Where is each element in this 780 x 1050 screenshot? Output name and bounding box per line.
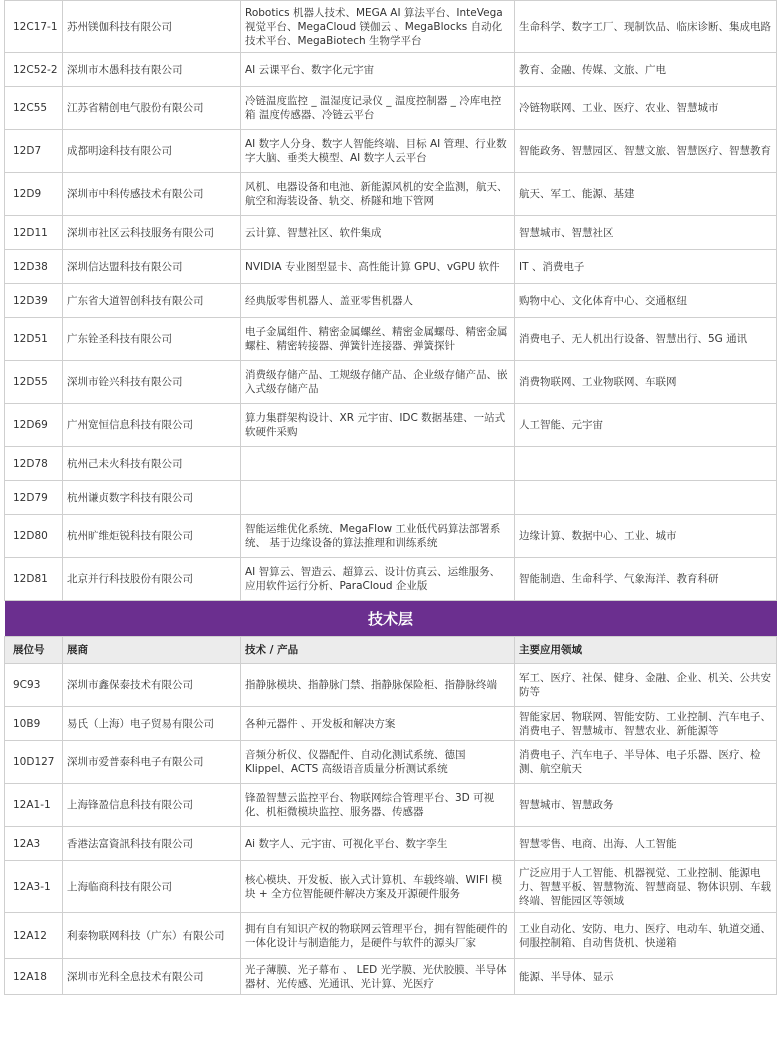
table-row	[5, 404, 777, 447]
table-row	[5, 861, 777, 913]
table-row	[5, 784, 777, 827]
company-cell: 苏州镁伽科技有限公司	[63, 1, 241, 53]
company-cell: 北京并行科技股份有限公司	[63, 558, 241, 601]
tech-cell: NVIDIA 专业图型显卡、高性能计算 GPU、vGPU 软件	[241, 250, 515, 284]
tech-cell: 音频分析仪、仪器配件、自动化测试系统、德国 Klippel、ACTS 高级语音质量分析测试系统	[241, 741, 515, 784]
table-row	[5, 913, 777, 959]
company-cell: 深圳市鑫保泰技术有限公司	[63, 664, 241, 707]
booth-cell: 12C17-1	[5, 1, 63, 53]
booth-cell: 12D79	[5, 481, 63, 515]
table-row	[5, 173, 777, 216]
tech-cell: 光子薄膜、光子幕布 、 LED 光学膜、光伏胶膜、半导体器材、光传感、光通讯、光计算、光医疗	[241, 959, 515, 995]
company-cell: 广东省大道智创科技有限公司	[63, 284, 241, 318]
table-row	[5, 558, 777, 601]
company-cell: 广东铨圣科技有限公司	[63, 318, 241, 361]
table-row	[5, 250, 777, 284]
booth-cell: 12C55	[5, 87, 63, 130]
table-row	[5, 959, 777, 995]
tech-cell: 指静脉模块、指静脉门禁、指静脉保险柜、指静脉终端	[241, 664, 515, 707]
exhibitor-table-top	[5, 1, 777, 601]
fields-cell: 能源、半导体、显示	[515, 959, 777, 995]
section-block	[5, 601, 777, 664]
tech-cell: 云计算、智慧社区、软件集成	[241, 216, 515, 250]
company-cell: 深圳信达盟科技有限公司	[63, 250, 241, 284]
table-row	[5, 361, 777, 404]
tech-cell: AI 云课平台、数字化元宇宙	[241, 53, 515, 87]
table-row	[5, 515, 777, 558]
header-booth: 展位号	[5, 637, 63, 664]
booth-cell: 10B9	[5, 707, 63, 741]
section-banner	[5, 601, 777, 637]
company-cell: 深圳市爱普泰科电子有限公司	[63, 741, 241, 784]
tech-cell: 算力集群架构设计、XR 元宇宙、IDC 数据基建、一站式软硬件采购	[241, 404, 515, 447]
table-row	[5, 741, 777, 784]
booth-cell: 12A18	[5, 959, 63, 995]
fields-cell: 教育、金融、传媒、文旅、广电	[515, 53, 777, 87]
table-row	[5, 87, 777, 130]
company-cell: 深圳市光科全息技术有限公司	[63, 959, 241, 995]
table-row	[5, 318, 777, 361]
fields-cell	[515, 481, 777, 515]
table-row	[5, 130, 777, 173]
tech-cell: 风机、电器设备和电池、新能源风机的安全监测，航天、航空和海装设备、轨交、桥隧和地下管网	[241, 173, 515, 216]
fields-cell: 消费电子、无人机出行设备、智慧出行、5G 通讯	[515, 318, 777, 361]
table-row	[5, 1, 777, 53]
tech-cell	[241, 447, 515, 481]
header-company: 展商	[63, 637, 241, 664]
table-row	[5, 447, 777, 481]
booth-cell: 12A1-1	[5, 784, 63, 827]
fields-cell: 军工、医疗、社保、健身、金融、企业、机关、公共安防等	[515, 664, 777, 707]
section-title: 技术层	[5, 601, 777, 637]
company-cell: 杭州己未火科技有限公司	[63, 447, 241, 481]
company-cell: 易氏（上海）电子贸易有限公司	[63, 707, 241, 741]
booth-cell: 12A12	[5, 913, 63, 959]
booth-cell: 12A3-1	[5, 861, 63, 913]
company-cell: 深圳市木愚科技有限公司	[63, 53, 241, 87]
fields-cell: 购物中心、文化体育中心、交通枢纽	[515, 284, 777, 318]
company-cell: 深圳市中科传感技术有限公司	[63, 173, 241, 216]
booth-cell: 12D78	[5, 447, 63, 481]
fields-cell	[515, 447, 777, 481]
fields-cell: 广泛应用于人工智能、机器视觉、工业控制、能源电力、智慧平板、智慧物流、智慧商显、物体识别、车载终端、智能园区等领域	[515, 861, 777, 913]
tech-cell: 各种元器件 、开发板和解决方案	[241, 707, 515, 741]
fields-cell: 生命科学、数字工厂、现制饮品、临床诊断、集成电路	[515, 1, 777, 53]
tech-cell: 锋盈智慧云监控平台、物联网综合管理平台、3D 可视化、机柜微模块监控、服务器、传感器	[241, 784, 515, 827]
fields-cell: 智能政务、智慧园区、智慧文旅、智慧医疗、智慧教育	[515, 130, 777, 173]
tech-cell: Ai 数字人、元宇宙、可视化平台、数字孪生	[241, 827, 515, 861]
tech-cell: AI 智算云、智造云、超算云、设计仿真云、运维服务、应用软件运行分析、ParaCloud 企业版	[241, 558, 515, 601]
booth-cell: 12D55	[5, 361, 63, 404]
booth-cell: 12C52-2	[5, 53, 63, 87]
booth-cell: 12D38	[5, 250, 63, 284]
fields-cell: 航天、军工、能源、基建	[515, 173, 777, 216]
exhibitor-table	[4, 0, 777, 995]
company-cell: 深圳市铨兴科技有限公司	[63, 361, 241, 404]
table-row	[5, 664, 777, 707]
booth-cell: 10D127	[5, 741, 63, 784]
tech-cell: 拥有自有知识产权的物联网云管理平台，拥有智能硬件的一体化设计与制造能力，是硬件与软件的源头厂家	[241, 913, 515, 959]
fields-cell: 智慧城市、智慧政务	[515, 784, 777, 827]
company-cell: 江苏省精创电气股份有限公司	[63, 87, 241, 130]
fields-cell: 智能制造、生命科学、气象海洋、教育科研	[515, 558, 777, 601]
tech-cell: 冷链温度监控 _ 温湿度记录仪 _ 温度控制器 _ 冷库电控箱 温度传感器、冷链云平台	[241, 87, 515, 130]
company-cell: 广州宽恒信息科技有限公司	[63, 404, 241, 447]
exhibitor-table-bottom	[5, 664, 777, 995]
booth-cell: 12D11	[5, 216, 63, 250]
fields-cell: 智能家居、物联网、智能安防、工业控制、汽车电子、消费电子、智慧城市、智慧农业、新能源等	[515, 707, 777, 741]
booth-cell: 12D81	[5, 558, 63, 601]
table-row	[5, 707, 777, 741]
company-cell: 上海临商科技有限公司	[63, 861, 241, 913]
tech-cell: 核心模块、开发板、嵌入式计算机、车载终端、WIFI 模块 + 全方位智能硬件解决方案及开源硬件服务	[241, 861, 515, 913]
fields-cell: 冷链物联网、工业、医疗、农业、智慧城市	[515, 87, 777, 130]
fields-cell: 边缘计算、数据中心、工业、城市	[515, 515, 777, 558]
header-tech: 技术 / 产品	[241, 637, 515, 664]
fields-cell: IT 、消费电子	[515, 250, 777, 284]
fields-cell: 消费物联网、工业物联网、车联网	[515, 361, 777, 404]
booth-cell: 12D51	[5, 318, 63, 361]
fields-cell: 消费电子、汽车电子、半导体、电子乐器、医疗、检测、航空航天	[515, 741, 777, 784]
table-row	[5, 481, 777, 515]
table-row	[5, 284, 777, 318]
fields-cell: 人工智能、元宇宙	[515, 404, 777, 447]
table-row	[5, 827, 777, 861]
table-row	[5, 53, 777, 87]
fields-cell: 智慧城市、智慧社区	[515, 216, 777, 250]
booth-cell: 12A3	[5, 827, 63, 861]
booth-cell: 12D69	[5, 404, 63, 447]
booth-cell: 12D7	[5, 130, 63, 173]
table-row	[5, 216, 777, 250]
company-cell: 利泰物联网科技（广东）有限公司	[63, 913, 241, 959]
fields-cell: 智慧零售、电商、出海、人工智能	[515, 827, 777, 861]
company-cell: 杭州谦贞数字科技有限公司	[63, 481, 241, 515]
tech-cell	[241, 481, 515, 515]
tech-cell: AI 数字人分身、数字人智能终端、目标 AI 管理、行业数字大脑、垂类大模型、AI 数字人云平台	[241, 130, 515, 173]
company-cell: 杭州旷维炬锐科技有限公司	[63, 515, 241, 558]
tech-cell: 智能运维优化系统、MegaFlow 工业低代码算法部署系统、 基于边缘设备的算法推理和训练系统	[241, 515, 515, 558]
company-cell: 成都明途科技有限公司	[63, 130, 241, 173]
company-cell: 香港法富資訊科技有限公司	[63, 827, 241, 861]
booth-cell: 12D39	[5, 284, 63, 318]
tech-cell: 电子金属组件、精密金属螺丝、精密金属螺母、精密金属螺柱、精密转接器、弹簧针连接器、弹簧探针	[241, 318, 515, 361]
tech-cell: 消费级存储产品、工规级存储产品、企业级存储产品、嵌入式级存储产品	[241, 361, 515, 404]
tech-cell: Robotics 机器人技术、MEGA AI 算法平台、InteVega 视觉平台、MegaCloud 镁伽云 、MegaBlocks 自动化技术平台、MegaBiotech 生物学平台	[241, 1, 515, 53]
header-fields: 主要应用领域	[515, 637, 777, 664]
tech-cell: 经典版零售机器人、盖亚零售机器人	[241, 284, 515, 318]
booth-cell: 12D80	[5, 515, 63, 558]
booth-cell: 9C93	[5, 664, 63, 707]
booth-cell: 12D9	[5, 173, 63, 216]
fields-cell: 工业自动化、安防、电力、医疗、电动车、轨道交通、伺服控制箱、自动售货机、快递箱	[515, 913, 777, 959]
company-cell: 上海锋盈信息科技有限公司	[63, 784, 241, 827]
company-cell: 深圳市社区云科技服务有限公司	[63, 216, 241, 250]
table-header	[5, 637, 777, 664]
